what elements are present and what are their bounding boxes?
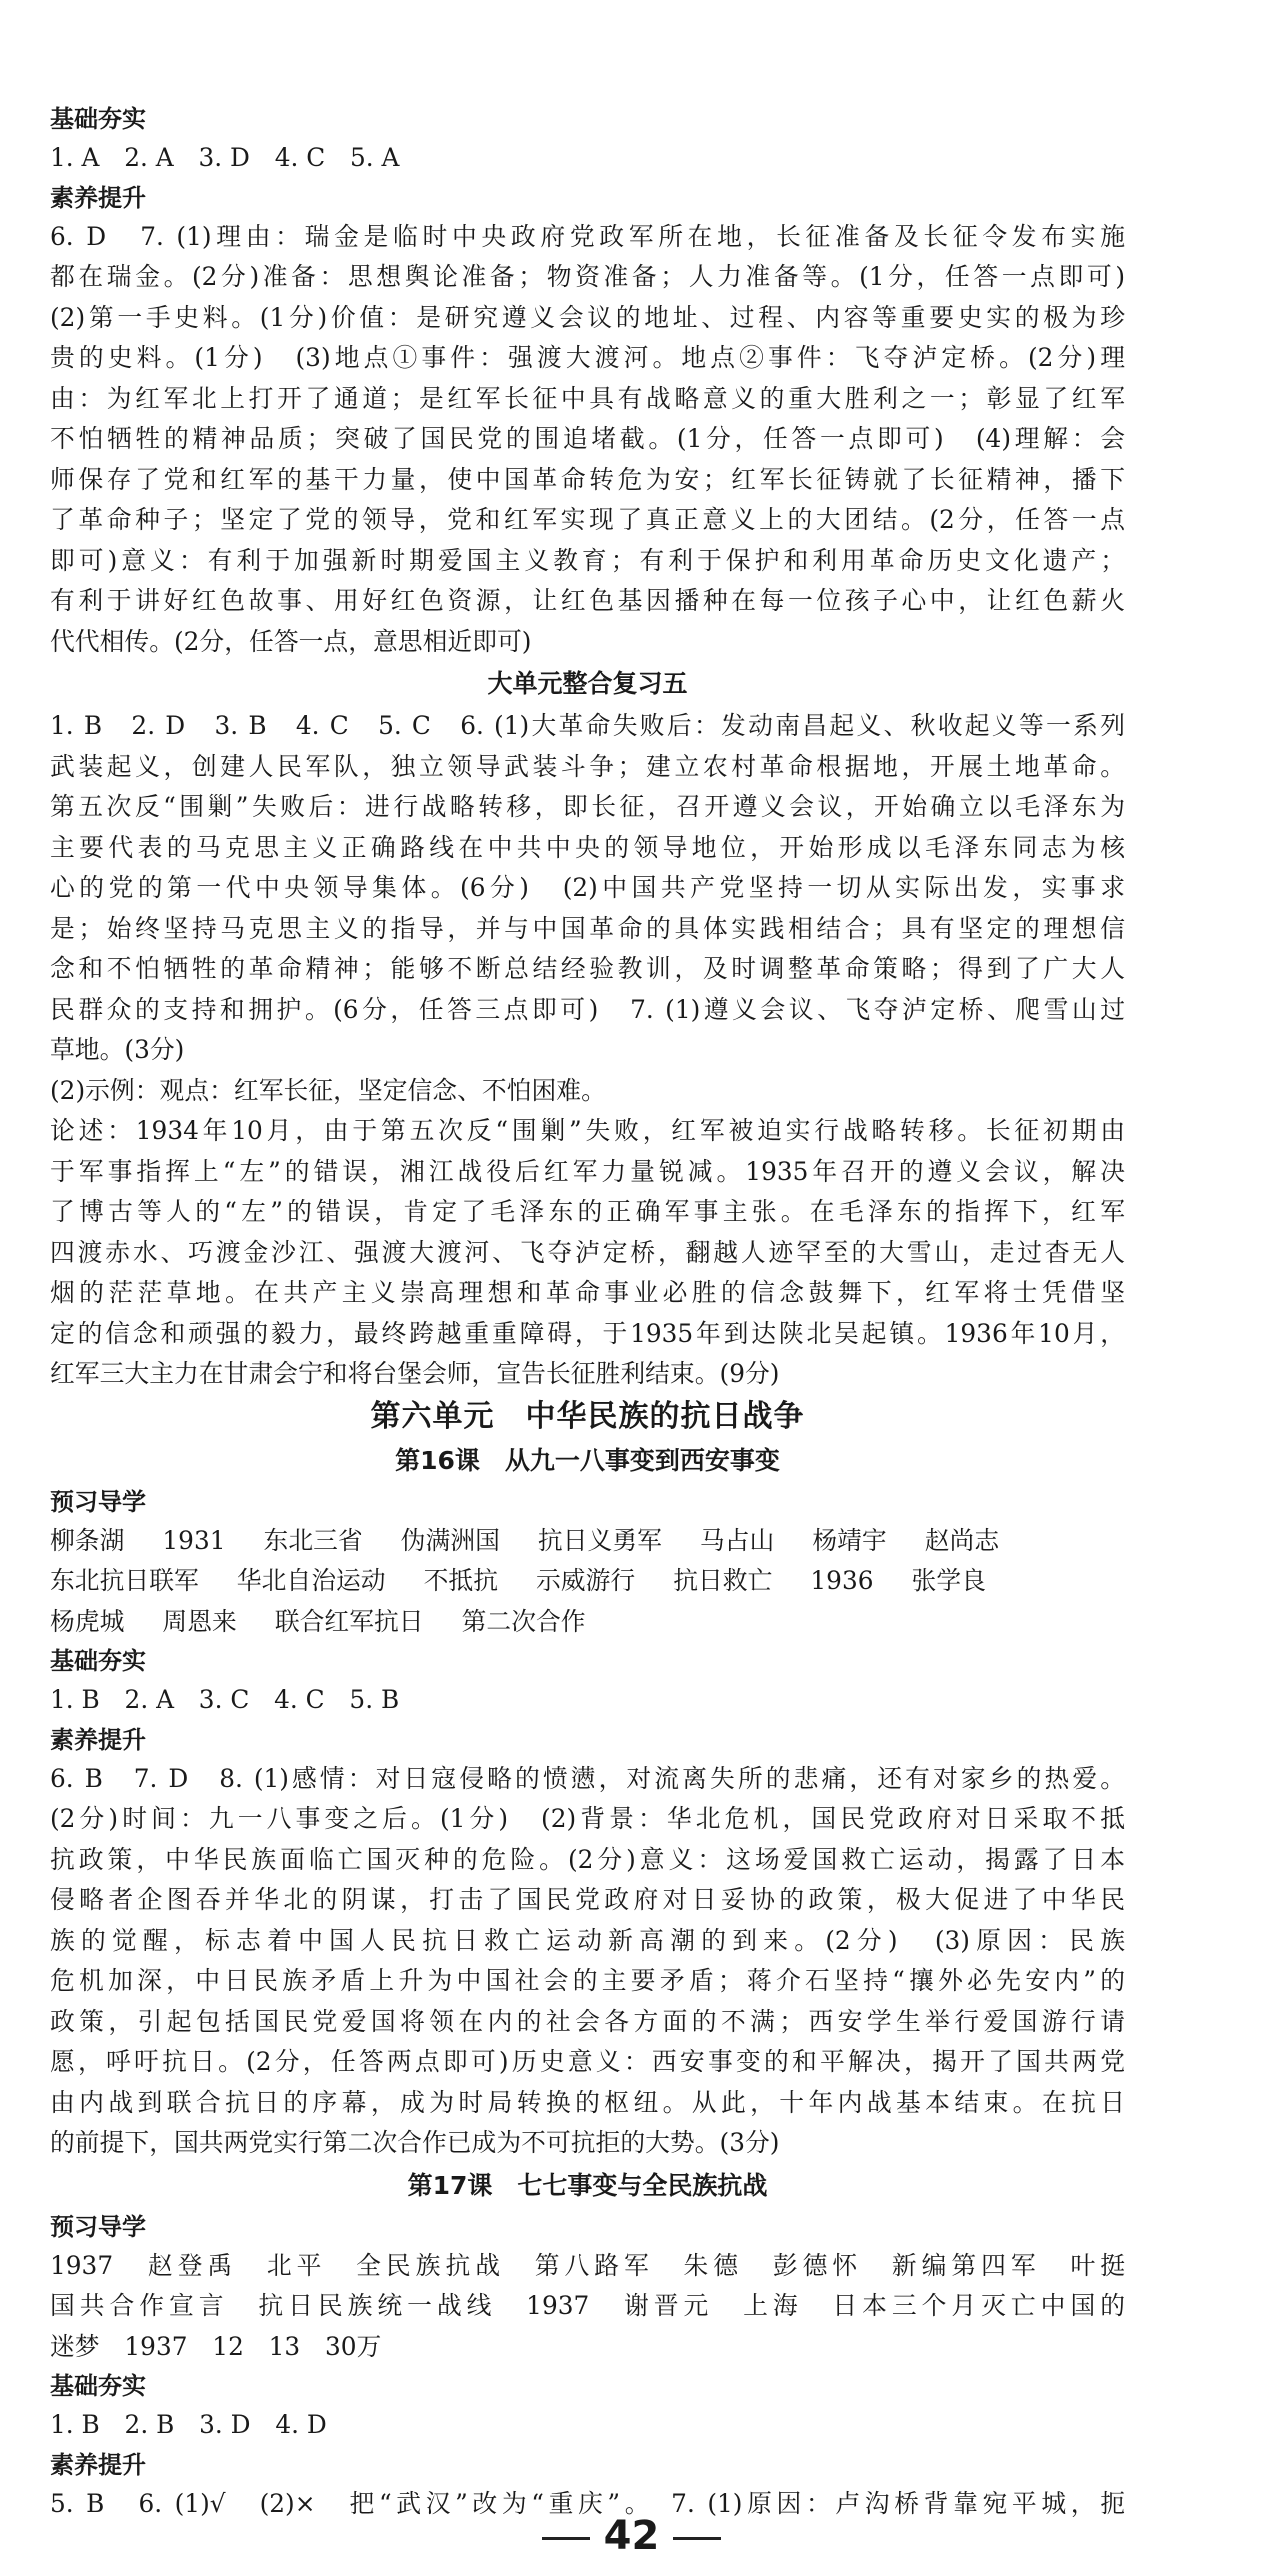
answer-line: 侵略者企图吞并华北的阴谋，打击了国民党政府对日妥协的政策，极大促进了中华民 xyxy=(50,1885,1125,1914)
section-heading: 素养提升 xyxy=(50,183,146,212)
answer-line: 不怕牺牲的精神品质；突破了国民党的围追堵截。(1分，任答一点即可) (4)理解：会 xyxy=(50,424,1125,453)
answer-line: 了博古等人的“左”的错误，肯定了毛泽东的正确军事主张。在毛泽东的指挥下，红军 xyxy=(50,1197,1125,1226)
section-heading: 基础夯实 xyxy=(50,1647,146,1675)
answer-line: 民群众的支持和拥护。(6分，任答三点即可) 7. (1)遵义会议、飞夺泸定桥、爬雪山过 xyxy=(50,994,1125,1024)
answer-line: 论述：1934年10月，由于第五次反“围剿”失败，红军被迫实行战略转移。长征初期由 xyxy=(50,1116,1125,1145)
keyword: 1931 xyxy=(162,1525,226,1555)
answer-line: 愿，呼吁抗日。(2分，任答两点即可)历史意义：西安事变的和平解决，揭开了国共两党 xyxy=(50,2047,1125,2076)
keyword: 华北自治运动 xyxy=(236,1566,386,1595)
answer-line: 即可)意义：有利于加强新时期爱国主义教育；有利于保护和利用革命历史文化遗产； xyxy=(50,545,1125,575)
answer-line: 主要代表的马克思主义正确路线在中共中央的领导地位，开始形成以毛泽东同志为核 xyxy=(50,832,1125,862)
dash-right xyxy=(673,2537,721,2540)
keyword: 东北抗日联军 xyxy=(50,1566,199,1595)
answer-line: 由内战到联合抗日的序幕，成为时局转换的枢纽。从此，十年内战基本结束。在抗日 xyxy=(50,2087,1125,2117)
answer-line: 6. B 7. D 8. (1)感情：对日寇侵略的愤懑，对流离失所的悲痛，还有对家乡的热爱。 xyxy=(50,1763,1125,1793)
keyword: 抗日义勇军 xyxy=(537,1525,662,1555)
keyword: 柳条湖 xyxy=(50,1525,125,1555)
keyword-row xyxy=(50,1561,1125,1602)
unit-title: 第六单元 中华民族的抗日战争 xyxy=(370,1398,805,1434)
answer-line: 族的觉醒，标志着中国人民抗日救亡运动新高潮的到来。(2分) (3)原因：民族 xyxy=(50,1925,1125,1955)
keyword: 1936 xyxy=(810,1566,874,1595)
answer-line: 草地。(3分) xyxy=(50,1035,185,1064)
keyword: 东北三省 xyxy=(263,1525,363,1555)
dash-left xyxy=(542,2537,590,2540)
answer-line: 国共合作宣言 抗日民族统一战线 1937 谢晋元 上海 日本三个月灭亡中国的 xyxy=(50,2291,1125,2320)
keyword-row xyxy=(50,1521,1125,1562)
keyword: 第二次合作 xyxy=(461,1606,586,1636)
keyword: 伪满洲国 xyxy=(400,1525,500,1555)
review-title: 大单元整合复习五 xyxy=(487,669,688,698)
keyword: 抗日救亡 xyxy=(673,1566,773,1595)
page-number-text: 42 xyxy=(603,2513,660,2559)
answer-line: 政策，引起包括国民党爱国将领在内的社会各方面的不满；西安学生举行爱国游行请 xyxy=(50,2006,1125,2036)
answer-line: 1. B 2. A 3. C 4. C 5. B xyxy=(50,1685,400,1714)
answer-line: (2)第一手史料。(1分)价值：是研究遵义会议的地址、过程、内容等重要史实的极为珍 xyxy=(50,302,1125,332)
section-heading: 预习导学 xyxy=(50,2212,146,2241)
answer-line: 6. D 7. (1)理由：瑞金是临时中央政府党政军所在地，长征准备及长征令发布实施 xyxy=(50,221,1125,251)
lesson-title: 第17课 七七事变与全民族抗战 xyxy=(407,2170,768,2200)
keyword: 示威游行 xyxy=(536,1566,636,1595)
keyword: 马占山 xyxy=(699,1525,775,1555)
section-heading: 预习导学 xyxy=(50,1487,146,1516)
answer-line: 第五次反“围剿”失败后：进行战略转移，即长征，召开遵义会议，开始确立以毛泽东为 xyxy=(50,792,1125,821)
answer-line: 定的信念和顽强的毅力，最终跨越重重障碍，于1935年到达陕北吴起镇。1936年10月， xyxy=(50,1318,1125,1348)
answer-line: 抗政策，中华民族面临亡国灭种的危险。(2分)意义：这场爱国救亡运动，揭露了日本 xyxy=(50,1844,1125,1874)
page-number xyxy=(0,2512,1263,2560)
answer-line: 心的党的第一代中央领导集体。(6分) (2)中国共产党坚持一切从实际出发，实事求 xyxy=(50,873,1125,902)
answer-line: 的前提下，国共两党实行第二次合作已成为不可抗拒的大势。(3分) xyxy=(50,2128,780,2157)
keyword: 杨虎城 xyxy=(50,1606,125,1636)
keyword: 联合红军抗日 xyxy=(274,1606,424,1636)
answer-line: 迷梦 1937 12 13 30万 xyxy=(50,2331,382,2361)
keyword: 不抵抗 xyxy=(423,1566,498,1595)
answer-line: 红军三大主力在甘肃会宁和将台堡会师，宣告长征胜利结束。(9分) xyxy=(50,1359,780,1388)
section-heading: 素养提升 xyxy=(50,2450,146,2479)
section-heading: 素养提升 xyxy=(50,1725,146,1754)
answer-line: 都在瑞金。(2分)准备：思想舆论准备；物资准备；人力准备等。(1分，任答一点即可) xyxy=(50,262,1125,291)
answer-line: 师保存了党和红军的基干力量，使中国革命转危为安；红军长征铸就了长征精神，播下 xyxy=(50,464,1125,494)
answer-page xyxy=(50,100,1125,2524)
answer-line: 代代相传。(2分，任答一点，意思相近即可) xyxy=(50,626,532,656)
keyword: 张学良 xyxy=(911,1566,986,1595)
keyword: 赵尚志 xyxy=(924,1525,1000,1555)
answer-line: 1. A 2. A 3. D 4. C 5. A xyxy=(50,143,400,172)
keyword-row xyxy=(50,1602,1125,1643)
answer-line: 由：为红军北上打开了通道；是红军长征中具有战略意义的重大胜利之一；彰显了红军 xyxy=(50,383,1125,413)
answer-line: 1. B 2. D 3. B 4. C 5. C 6. (1)大革命失败后：发动南昌起义、秋收起义等一系列 xyxy=(50,711,1125,740)
lesson-title: 第16课 从九一八事变到西安事变 xyxy=(395,1445,780,1475)
answer-line: 有利于讲好红色故事、用好红色资源，让红色基因播种在每一位孩子心中，让红色薪火 xyxy=(50,586,1125,615)
section-heading: 基础夯实 xyxy=(50,105,146,133)
answer-line: (2分)时间：九一八事变之后。(1分) (2)背景：华北危机，国民党政府对日采取不抵 xyxy=(50,1804,1125,1833)
answer-line: 了革命种子；坚定了党的领导，党和红军实现了真正意义上的大团结。(2分，任答一点 xyxy=(50,505,1125,534)
answer-line: 武装起义，创建人民军队，独立领导武装斗争；建立农村革命根据地，开展土地革命。 xyxy=(50,751,1125,781)
answer-line: 念和不怕牺牲的革命精神；能够不断总结经验教训，及时调整革命策略；得到了广大人 xyxy=(50,954,1125,983)
answer-line: 烟的茫茫草地。在共产主义崇高理想和革命事业必胜的信念鼓舞下，红军将士凭借坚 xyxy=(50,1278,1125,1307)
answer-line: 危机加深，中日民族矛盾上升为中国社会的主要矛盾；蒋介石坚持“攘外必先安内”的 xyxy=(50,1966,1125,1995)
answer-line: 于军事指挥上“左”的错误，湘江战役后红军力量锐减。1935年召开的遵义会议，解决 xyxy=(50,1156,1125,1186)
answer-line: 5. B 6. (1)√ (2)× 把“武汉”改为“重庆”。 7. (1)原因：卢沟桥背靠宛平城，扼 xyxy=(50,2488,1125,2518)
answer-line: (2)示例：观点：红军长征，坚定信念、不怕困难。 xyxy=(50,1075,606,1105)
answer-line: 四渡赤水、巧渡金沙江、强渡大渡河、飞夺泸定桥，翻越人迹罕至的大雪山，走过杳无人 xyxy=(50,1237,1125,1267)
keyword: 周恩来 xyxy=(162,1606,237,1636)
answer-line: 是；始终坚持马克思主义的指导，并与中国革命的具体实践相结合；具有坚定的理想信 xyxy=(50,913,1125,943)
answer-line: 1. B 2. B 3. D 4. D xyxy=(50,2410,327,2439)
section-heading: 基础夯实 xyxy=(50,2372,146,2400)
answer-line: 1937 赵登禹 北平 全民族抗战 第八路军 朱德 彭德怀 新编第四军 叶挺 xyxy=(50,2250,1125,2280)
answer-line: 贵的史料。(1分) (3)地点①事件：强渡大渡河。地点②事件：飞夺泸定桥。(2分)理 xyxy=(50,343,1125,372)
keyword: 杨靖宇 xyxy=(812,1525,887,1555)
